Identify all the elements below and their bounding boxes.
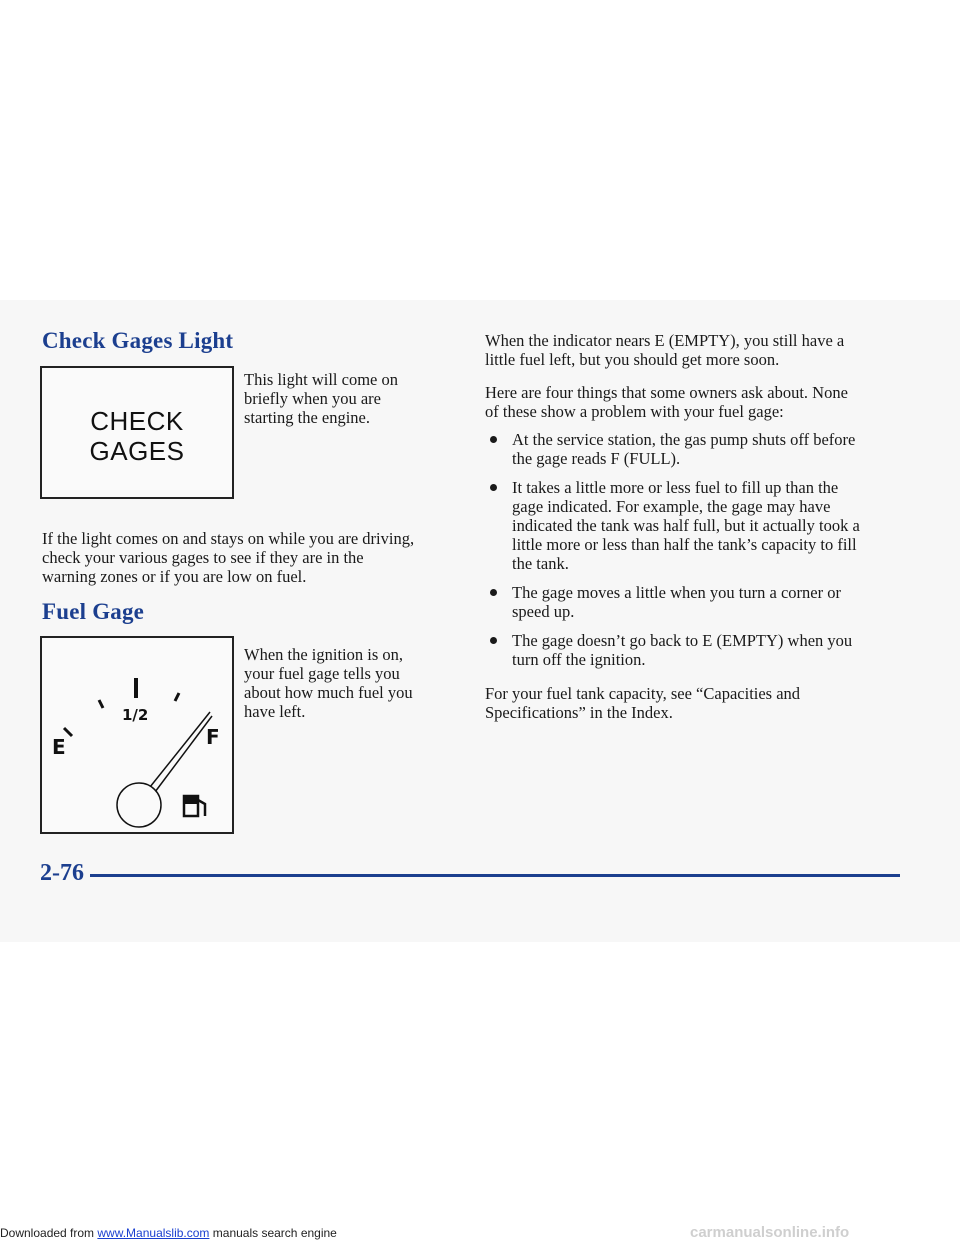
text-line: If the light comes on and stays on while you are driving, [42, 529, 415, 548]
check-gages-heading: Check Gages Light [42, 328, 234, 353]
fuel-gage-closing [485, 684, 925, 722]
text-line: little fuel left, but you should get more soon. [485, 350, 780, 369]
text-line: The gage doesn’t go back to E (EMPTY) when you [512, 631, 853, 650]
text-line: For your fuel tank capacity, see “Capacities and [485, 684, 801, 703]
text-line: turn off the ignition. [512, 650, 646, 669]
text-line: At the service station, the gas pump shuts off before [512, 430, 856, 449]
page-number: 2-76 [40, 860, 84, 886]
check-gages-light-panel [40, 366, 234, 499]
fuel-gage-bullet-list [485, 430, 925, 679]
text-line: speed up. [512, 602, 575, 621]
text-line: Specifications” in the Index. [485, 703, 673, 722]
bullet-icon [490, 484, 497, 491]
fuel-gage-side-text [244, 645, 454, 721]
bullet-icon [490, 436, 497, 443]
list-item [485, 478, 925, 573]
half-label: 1/2 [122, 706, 149, 724]
text-line: your fuel gage tells you [244, 664, 400, 683]
text-line: gage indicated. For example, the gage may have [512, 497, 831, 516]
list-item [485, 430, 925, 468]
bullet-icon [490, 589, 497, 596]
text-line: the tank. [512, 554, 569, 573]
empty-label: E [52, 735, 66, 759]
manualslib-link[interactable]: www.Manualslib.com [97, 1226, 210, 1240]
needle-hub [117, 783, 161, 827]
text-line: This light will come on [244, 370, 398, 389]
fuel-gage-lead-in [485, 383, 925, 421]
text-line: of these show a problem with your fuel gage: [485, 402, 784, 421]
fuel-gage-dial [42, 638, 232, 832]
text-line: Here are four things that some owners ask about. None [485, 383, 848, 402]
check-gages-line-2: GAGES [89, 436, 185, 466]
text-line: little more or less than half the tank’s capacity to fill [512, 535, 857, 554]
text-line: have left. [244, 702, 306, 721]
manual-page [0, 300, 960, 942]
tick-mark [175, 693, 179, 701]
text-line: the gage reads F (FULL). [512, 449, 681, 468]
watermark: carmanualsonline.info [690, 1224, 850, 1241]
text-line: starting the engine. [244, 408, 371, 427]
text-line: It takes a little more or less fuel to fill up than the [512, 478, 839, 497]
text-line: When the indicator nears E (EMPTY), you still have a [485, 331, 845, 350]
text-line: about how much fuel you [244, 683, 413, 702]
list-item [485, 631, 925, 669]
bullet-icon [490, 637, 497, 644]
text-line: When the ignition is on, [244, 645, 404, 664]
list-item [485, 583, 925, 621]
check-gages-line-1: CHECK [90, 406, 184, 436]
gage-needle-left-edge [146, 712, 210, 792]
footer-rule [90, 874, 900, 877]
check-gages-body [42, 529, 462, 586]
text-line: briefly when you are [244, 389, 381, 408]
fuel-pump-icon [184, 796, 205, 816]
text-line: check your various gages to see if they are in the [42, 548, 364, 567]
download-source-line [0, 1226, 337, 1240]
text-line: indicated the tank was half full, but it actually took a [512, 516, 860, 535]
text-line: The gage moves a little when you turn a corner or [512, 583, 841, 602]
gage-needle-right-edge [152, 716, 212, 796]
fuel-gage-intro [485, 331, 925, 369]
check-gages-side-text [244, 370, 454, 427]
tick-mark [99, 700, 103, 708]
full-label: F [206, 725, 220, 749]
download-suffix: manuals search engine [209, 1226, 337, 1240]
fuel-gage-heading: Fuel Gage [42, 599, 145, 624]
text-line: warning zones or if you are low on fuel. [42, 567, 307, 586]
fuel-gage-dial-panel [40, 636, 234, 834]
download-prefix: Downloaded from [0, 1226, 98, 1240]
